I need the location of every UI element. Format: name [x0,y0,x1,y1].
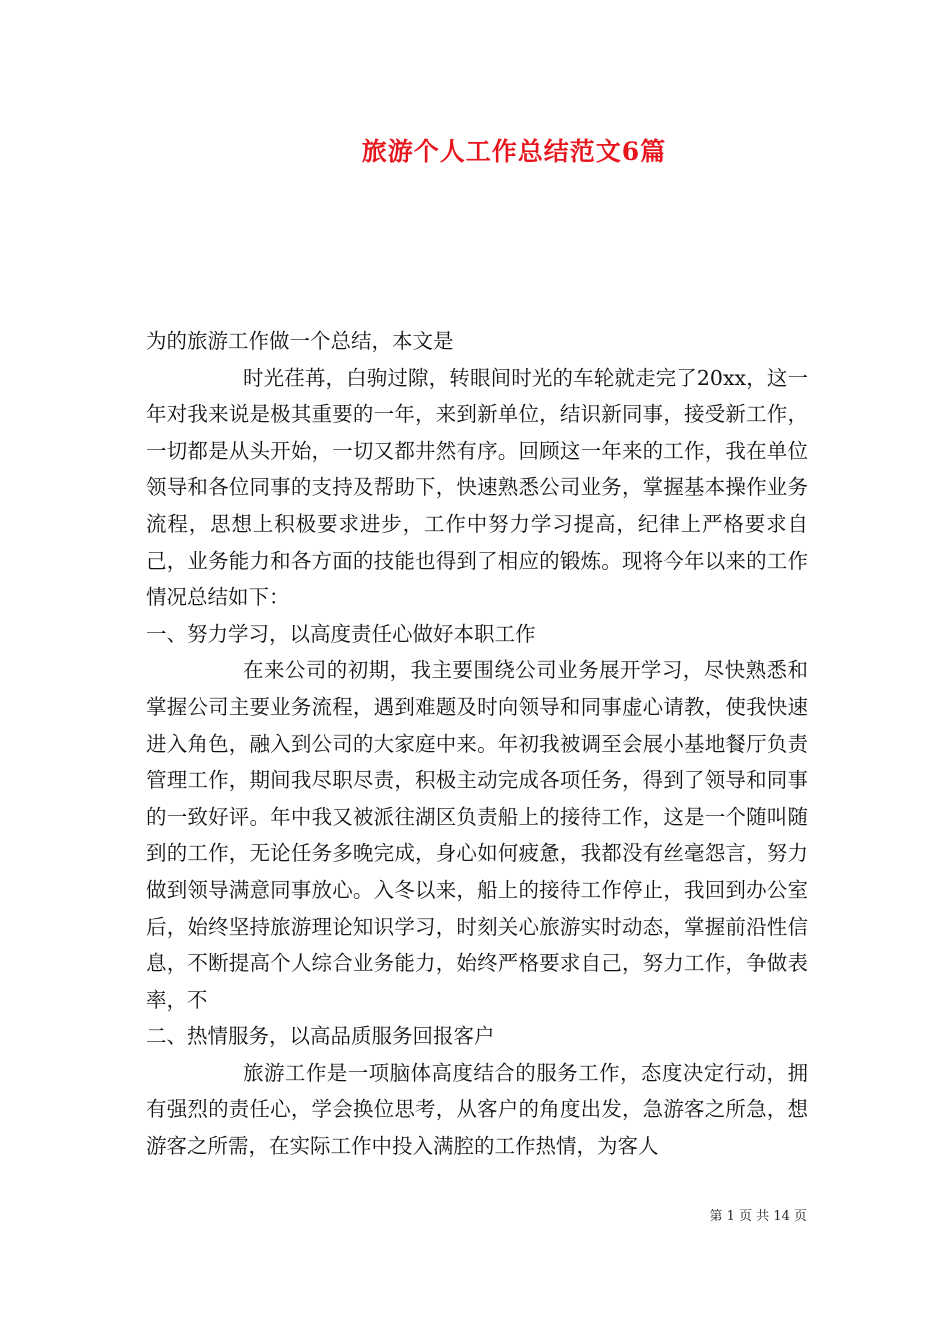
page-number-footer: 第 1 页 共 14 页 [709,1209,807,1224]
intro-paragraph: 为的旅游工作做一个总结，本文是 [146,329,454,353]
section-heading-1: 一、努力学习，以高度责任心做好本职工作 [146,621,536,646]
document-title: 旅游个人工作总结范文6篇 [361,137,667,166]
section-heading-2: 二、热情服务，以高品质服务回报客户 [146,1024,495,1049]
document-body [146,323,808,1165]
body-paragraph-3: 旅游工作是一项脑体高度结合的服务工作，态度决定行动，拥有强烈的责任心，学会换位思考，从客户的角度出发，急游客之所急，想游客之所需，在实际工作中投入满腔的工作热情，为客人 [146,1060,808,1159]
body-paragraph-1: 时光荏苒，白驹过隙，转眼间时光的车轮就走完了20xx，这一年对我来说是极其重要的一年，来到新单位，结识新同事，接受新工作，一切都是从头开始，一切又都井然有序。回顾这一年来的工作，我在单位领导和各位同事的支持及帮助下，快速熟悉公司业务，掌握基本操作业务流程，思想上积极要求进步，工作中努力学习提高，纪律上严格要求自己，业务能力和各方面的技能也得到了相应的锻炼。现将今年以来的工作情况总结如下： [146,365,808,610]
body-paragraph-2: 在来公司的初期，我主要围绕公司业务展开学习，尽快熟悉和掌握公司主要业务流程，遇到难题及时向领导和同事虚心请教，使我快速进入角色，融入到公司的大家庭中来。年初我被调至会展小基地餐厅负责管理工作，期间我尽职尽责，积极主动完成各项任务，得到了领导和同事的一致好评。年中我又被派往湖区负责船上的接待工作，这是一个随叫随到的工作，无论任务多晚完成，身心如何疲惫，我都没有丝毫怨言，努力做到领导满意同事放心。入冬以来，船上的接待工作停止，我回到办公室后，始终坚持旅游理论知识学习，时刻关心旅游实时动态，掌握前沿性信息，不断提高个人综合业务能力，始终严格要求自己，努力工作，争做表率，不 [146,658,808,1012]
